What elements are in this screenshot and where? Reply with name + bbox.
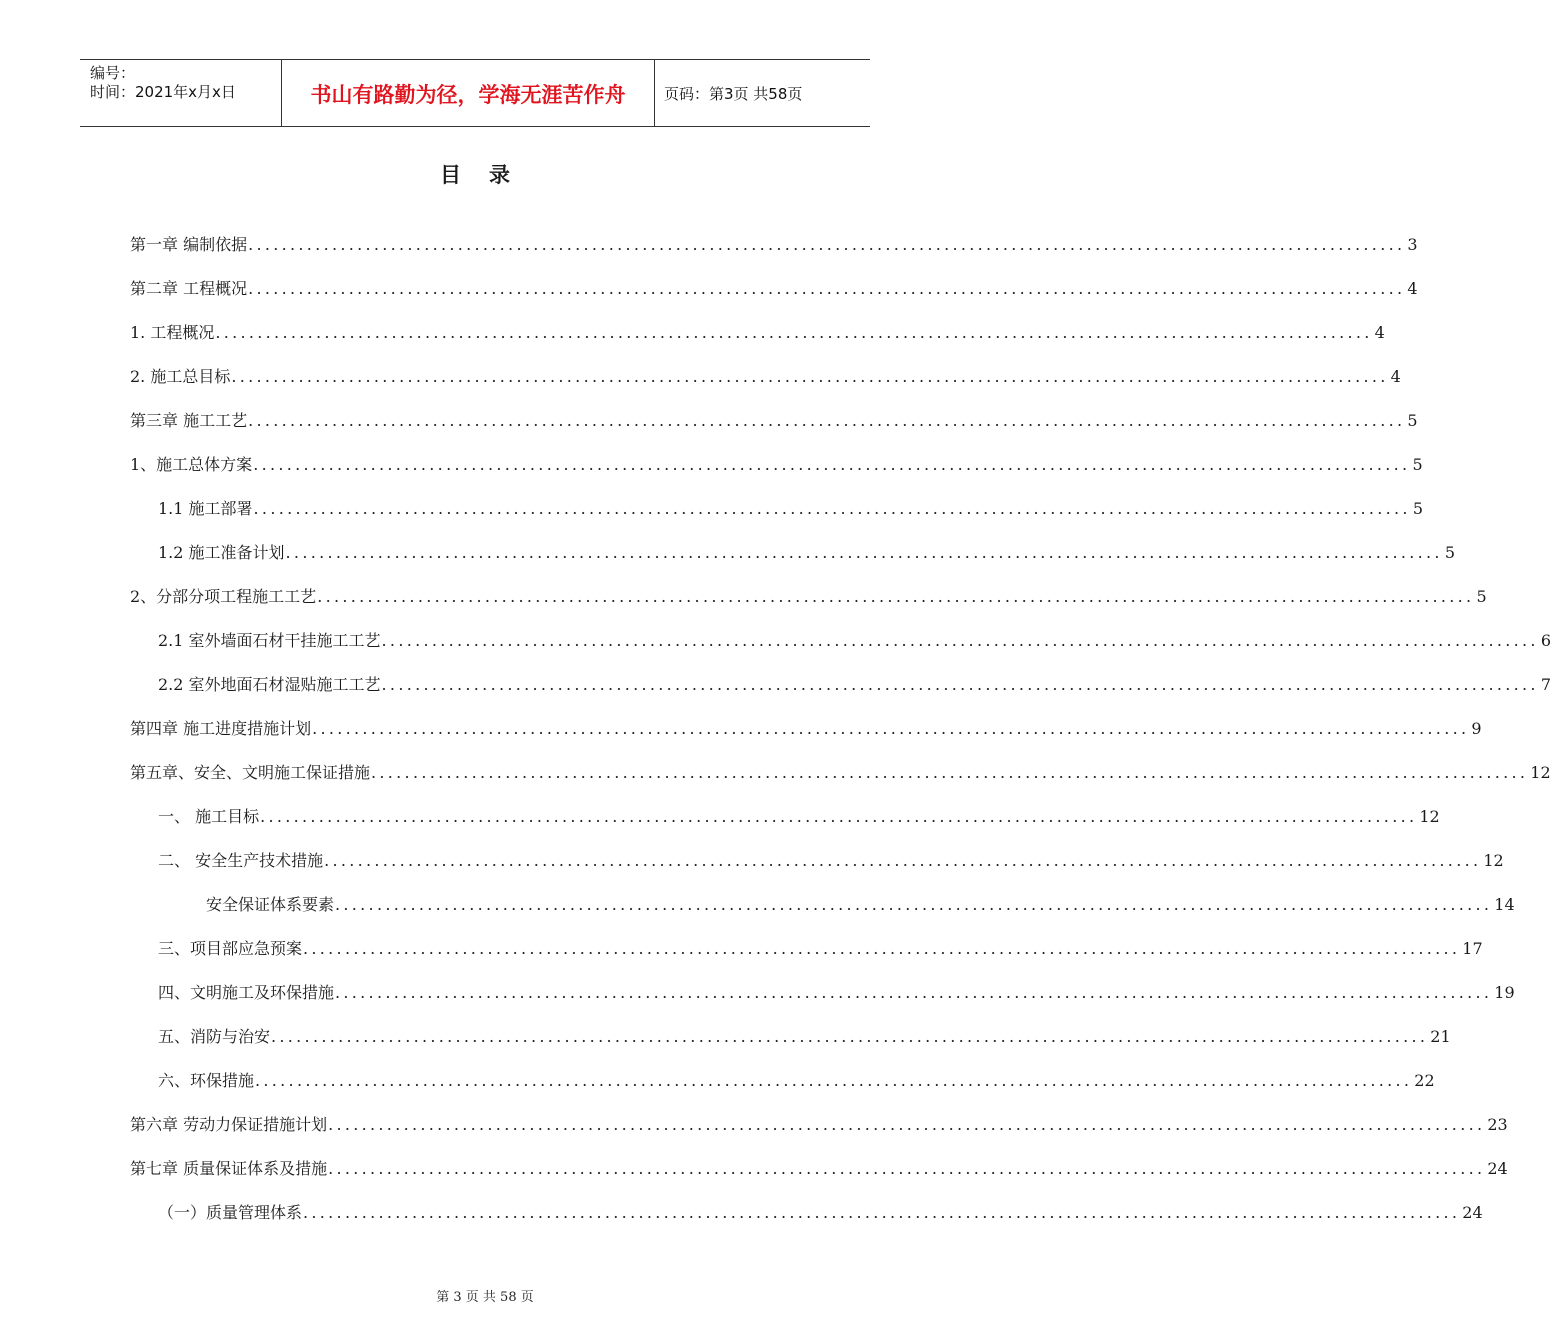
toc-entry-page: 4 bbox=[1374, 323, 1385, 342]
header-page-cell bbox=[655, 60, 870, 126]
toc-leader: .......................................................................................................................................... bbox=[324, 851, 1482, 870]
toc-entry[interactable] bbox=[130, 585, 1487, 609]
toc-entry[interactable] bbox=[158, 629, 1551, 653]
toc-entry[interactable] bbox=[130, 1113, 1508, 1137]
toc-entry-label: 一、 施工目标 bbox=[158, 807, 260, 826]
toc-entry[interactable] bbox=[158, 1025, 1451, 1049]
toc-leader: .......................................................................................................................................... bbox=[260, 807, 1418, 826]
toc-entry-page: 19 bbox=[1494, 983, 1515, 1002]
motto: 书山有路勤为径，学海无涯苦作舟 bbox=[310, 83, 626, 107]
toc-entry-label: 四、文明施工及环保措施 bbox=[158, 983, 335, 1002]
toc-leader: .......................................................................................................................................... bbox=[231, 367, 1389, 386]
toc-entry-page: 3 bbox=[1407, 235, 1418, 254]
toc-entry-label: 安全保证体系要素 bbox=[206, 895, 335, 914]
toc-entry[interactable] bbox=[130, 233, 1418, 257]
toc-leader: .......................................................................................................................................... bbox=[335, 895, 1493, 914]
toc-entry-page: 5 bbox=[1412, 499, 1423, 518]
toc-entry-page: 12 bbox=[1483, 851, 1504, 870]
toc-leader: .......................................................................................................................................... bbox=[317, 587, 1475, 606]
toc-entry[interactable] bbox=[158, 805, 1440, 829]
toc-entry-label: 五、消防与治安 bbox=[158, 1027, 271, 1046]
toc-leader: .......................................................................................................................................... bbox=[248, 411, 1406, 430]
page-footer: 第 3 页 共 58 页 bbox=[436, 1290, 534, 1305]
toc-entry-label: 第二章 工程概况 bbox=[130, 279, 248, 298]
toc-entry[interactable] bbox=[130, 365, 1401, 389]
toc-leader: .......................................................................................................................................... bbox=[255, 1071, 1413, 1090]
toc-entry-label: 二、 安全生产技术措施 bbox=[158, 851, 324, 870]
toc-entry-page: 7 bbox=[1540, 675, 1551, 694]
toc-leader: .......................................................................................................................................... bbox=[285, 543, 1443, 562]
toc-entry-page: 5 bbox=[1412, 455, 1423, 474]
toc-entry-page: 4 bbox=[1390, 367, 1401, 386]
time-label: 时间：2021年x月x日 bbox=[90, 83, 236, 101]
toc-leader: .......................................................................................................................................... bbox=[253, 455, 1411, 474]
toc-entry-label: 第三章 施工工艺 bbox=[130, 411, 248, 430]
toc-entry-page: 12 bbox=[1530, 763, 1551, 782]
toc-leader: .......................................................................................................................................... bbox=[381, 675, 1539, 694]
toc-entry[interactable] bbox=[158, 937, 1483, 961]
toc-entry[interactable] bbox=[158, 497, 1423, 521]
toc-entry[interactable] bbox=[158, 1201, 1483, 1225]
toc-entry-page: 17 bbox=[1462, 939, 1483, 958]
toc-entry[interactable] bbox=[206, 893, 1515, 917]
toc-leader: .......................................................................................................................................... bbox=[303, 1203, 1461, 1222]
toc-entry[interactable] bbox=[158, 1069, 1435, 1093]
toc-entry-page: 9 bbox=[1471, 719, 1482, 738]
toc-entry-page: 23 bbox=[1487, 1115, 1508, 1134]
toc-leader: .......................................................................................................................................... bbox=[303, 939, 1461, 958]
toc-leader: .......................................................................................................................................... bbox=[381, 631, 1539, 650]
toc-entry[interactable] bbox=[130, 761, 1551, 785]
toc-entry-label: 1.2 施工准备计划 bbox=[158, 543, 285, 562]
toc-entry-label: 2.1 室外墙面石材干挂施工工艺 bbox=[158, 631, 381, 650]
toc-entry[interactable] bbox=[130, 453, 1423, 477]
toc-entry-label: 三、项目部应急预案 bbox=[158, 939, 303, 958]
toc-leader: .......................................................................................................................................... bbox=[312, 719, 1470, 738]
toc-entry-page: 22 bbox=[1414, 1071, 1435, 1090]
toc-entry-page: 24 bbox=[1487, 1159, 1508, 1178]
toc-entry[interactable] bbox=[130, 277, 1418, 301]
toc-entry-page: 12 bbox=[1419, 807, 1440, 826]
toc-leader: .......................................................................................................................................... bbox=[371, 763, 1529, 782]
toc-entry-label: 1、施工总体方案 bbox=[130, 455, 253, 474]
toc-entry[interactable] bbox=[158, 673, 1551, 697]
header-motto-cell bbox=[281, 60, 655, 126]
page-info: 页码：第3页 共58页 bbox=[664, 85, 803, 103]
page-header bbox=[80, 59, 870, 127]
toc-entry[interactable] bbox=[130, 321, 1385, 345]
toc-entry-page: 5 bbox=[1444, 543, 1455, 562]
toc-leader: .......................................................................................................................................... bbox=[335, 983, 1493, 1002]
toc-leader: .......................................................................................................................................... bbox=[271, 1027, 1429, 1046]
number-label: 编号： bbox=[90, 64, 136, 82]
toc-entry[interactable] bbox=[158, 541, 1455, 565]
toc-leader: .......................................................................................................................................... bbox=[215, 323, 1373, 342]
toc-entry-label: 六、环保措施 bbox=[158, 1071, 255, 1090]
toc-entry-label: 第五章、安全、文明施工保证措施 bbox=[130, 763, 371, 782]
toc-leader: .......................................................................................................................................... bbox=[248, 235, 1406, 254]
toc-entry[interactable] bbox=[130, 1157, 1508, 1181]
header-meta bbox=[80, 60, 281, 126]
toc-leader: .......................................................................................................................................... bbox=[253, 499, 1411, 518]
toc-entry-page: 5 bbox=[1407, 411, 1418, 430]
toc-entry-page: 6 bbox=[1540, 631, 1551, 650]
page-title: 目录 bbox=[440, 163, 538, 187]
toc-entry-page: 24 bbox=[1462, 1203, 1483, 1222]
toc-entry-label: 1.1 施工部署 bbox=[158, 499, 253, 518]
toc-entry-label: 2.2 室外地面石材湿贴施工工艺 bbox=[158, 675, 381, 694]
toc-entry[interactable] bbox=[130, 409, 1418, 433]
toc-entry-page: 4 bbox=[1407, 279, 1418, 298]
toc-entry-page: 21 bbox=[1430, 1027, 1451, 1046]
toc-entry-label: 第一章 编制依据 bbox=[130, 235, 248, 254]
toc-entry-label: （一）质量管理体系 bbox=[158, 1203, 303, 1222]
toc-leader: .......................................................................................................................................... bbox=[248, 279, 1406, 298]
toc-entry-label: 1. 工程概况 bbox=[130, 323, 215, 342]
toc-entry-label: 2. 施工总目标 bbox=[130, 367, 231, 386]
toc-entry-label: 第七章 质量保证体系及措施 bbox=[130, 1159, 328, 1178]
toc-entry-page: 5 bbox=[1476, 587, 1487, 606]
toc-entry[interactable] bbox=[130, 717, 1482, 741]
toc-entry-page: 14 bbox=[1494, 895, 1515, 914]
toc-leader: .......................................................................................................................................... bbox=[328, 1115, 1486, 1134]
toc-entry-label: 2、分部分项工程施工工艺 bbox=[130, 587, 317, 606]
toc-entry-label: 第六章 劳动力保证措施计划 bbox=[130, 1115, 328, 1134]
toc-entry[interactable] bbox=[158, 849, 1504, 873]
toc-leader: .......................................................................................................................................... bbox=[328, 1159, 1486, 1178]
toc-entry-label: 第四章 施工进度措施计划 bbox=[130, 719, 312, 738]
toc-entry[interactable] bbox=[158, 981, 1515, 1005]
